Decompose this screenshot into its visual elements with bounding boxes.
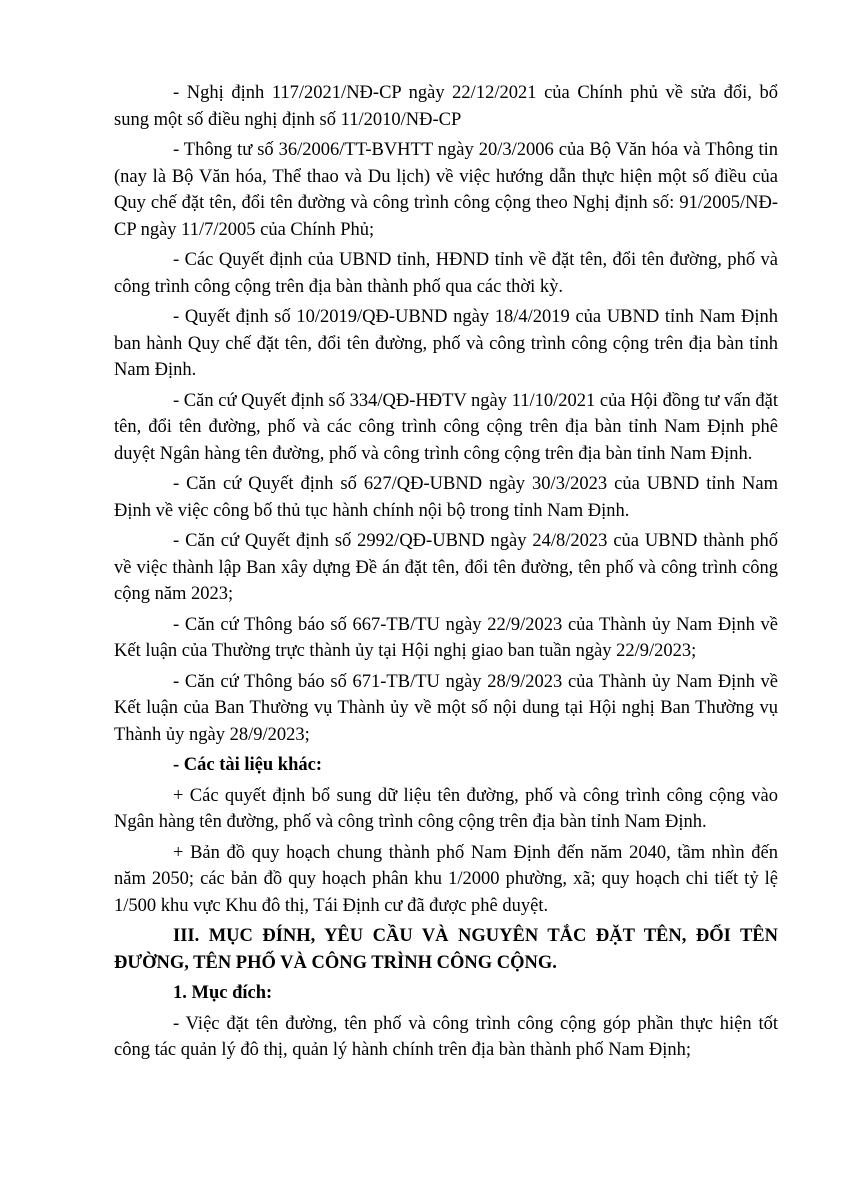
legal-basis-item: - Căn cứ Quyết định số 627/QĐ-UBND ngày 30/3/2023 của UBND tỉnh Nam Định về việc công bố thủ tục hành chính nội bộ trong tỉnh Nam Định. [114, 474, 778, 521]
legal-basis-item: - Quyết định số 10/2019/QĐ-UBND ngày 18/4/2019 của UBND tỉnh Nam Định ban hành Quy chế đặt tên, đổi tên đường, phố và công trình công cộng trên địa bàn tỉnh Nam Định. [114, 307, 778, 380]
legal-basis-item: - Nghị định 117/2021/NĐ-CP ngày 22/12/2021 của Chính phủ về sửa đổi, bổ sung một số điều nghị định số 11/2010/NĐ-CP [114, 83, 778, 130]
legal-basis-item: - Căn cứ Thông báo số 667-TB/TU ngày 22/9/2023 của Thành ủy Nam Định về Kết luận của Thường trực thành ủy tại Hội nghị giao ban tuần ngày 22/9/2023; [114, 614, 778, 661]
subsection-heading: 1. Mục đích: [173, 983, 273, 1003]
legal-basis-item: - Các Quyết định của UBND tỉnh, HĐND tỉnh về đặt tên, đổi tên đường, phố và công trình công cộng trên địa bàn thành phố qua các thời kỳ. [114, 250, 778, 297]
other-doc-item: + Bản đồ quy hoạch chung thành phố Nam Định đến năm 2040, tầm nhìn đến năm 2050; các bản đồ quy hoạch phân khu 1/2000 phường, xã; quy hoạch chi tiết tỷ lệ 1/500 khu vực Khu đô thị, Tái Định cư đã được phê duyệt. [114, 842, 778, 916]
legal-basis-item: - Căn cứ Thông báo số 671-TB/TU ngày 28/9/2023 của Thành ủy Nam Định về Kết luận của Ban Thường vụ Thành ủy về một số nội dung tại Hội nghị Ban Thường vụ Thành ủy ngày 28/9/2023; [114, 671, 778, 745]
purpose-paragraph: - Việc đặt tên đường, tên phố và công trình công cộng góp phần thực hiện tốt công tác quản lý đô thị, quản lý hành chính trên địa bàn thành phố Nam Định; [114, 1013, 778, 1060]
section-heading: III. MỤC ĐÍNH, YÊU CẦU VÀ NGUYÊN TẮC ĐẶT TÊN, ĐỔI TÊN ĐƯỜNG, TÊN PHỐ VÀ CÔNG TRÌNH CÔNG CỘNG. [114, 926, 778, 973]
legal-basis-item: - Căn cứ Quyết định số 2992/QĐ-UBND ngày 24/8/2023 của UBND thành phố về việc thành lập Ban xây dựng Đề án đặt tên, đổi tên đường, tên phố và công trình công cộng năm 2023; [114, 531, 778, 604]
document-body [114, 80, 778, 1068]
other-doc-item: + Các quyết định bổ sung dữ liệu tên đường, phố và công trình công cộng vào Ngân hàng tên đường, phố và công trình công cộng trên địa bàn tỉnh Nam Định. [114, 785, 778, 832]
other-docs-label: - Các tài liệu khác: [173, 755, 323, 775]
legal-basis-item: - Căn cứ Quyết định số 334/QĐ-HĐTV ngày 11/10/2021 của Hội đồng tư vấn đặt tên, đổi tên đường, phố và các công trình công cộng trên địa bàn tỉnh Nam Định phê duyệt Ngân hàng tên đường, phố và công trình công cộng trên địa bàn tỉnh Nam Định. [114, 390, 778, 464]
legal-basis-item: - Thông tư số 36/2006/TT-BVHTT ngày 20/3/2006 của Bộ Văn hóa và Thông tin (nay là Bộ Văn hóa, Thể thao và Du lịch) về việc hướng dẫn thực hiện một số điều của Quy chế đặt tên, đổi tên đường và công trình công cộng theo Nghị định số: 91/2005/NĐ-CP ngày 11/7/2005 của Chính Phủ; [114, 140, 778, 240]
